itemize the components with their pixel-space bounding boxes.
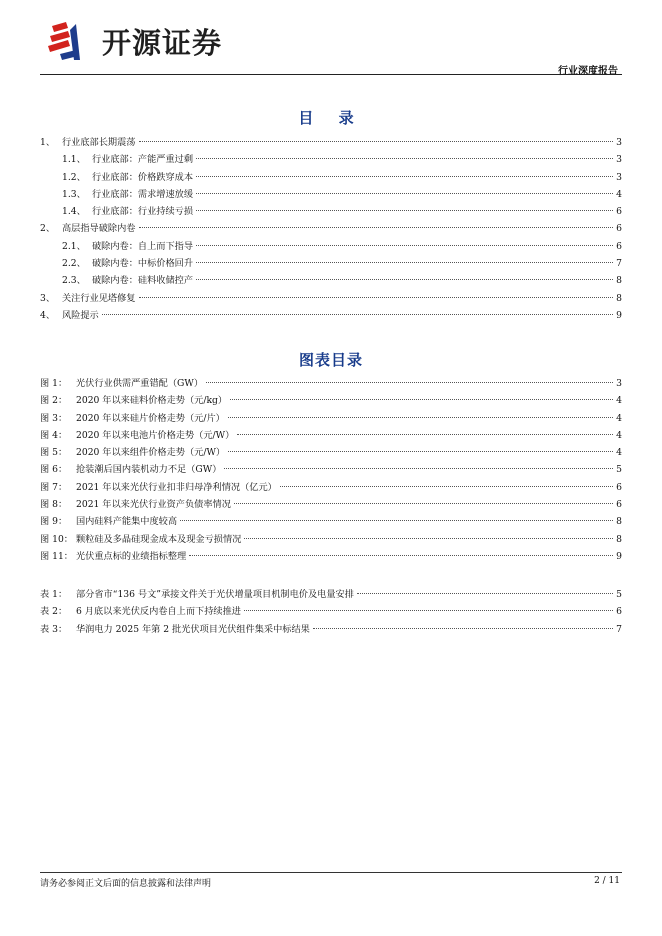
entry-number: 1.3、 [62,188,86,200]
dot-leader [230,399,613,400]
footer-divider [40,872,622,873]
entry-page-number: 8 [616,516,622,528]
figures-list [40,375,622,565]
entry-page-number: 4 [616,188,622,200]
entry-title: 光伏行业供需严重错配（GW） [76,378,204,389]
entry-number: 表 3： [40,623,68,635]
toc-entry[interactable] [40,186,622,203]
entry-title: 2020 年以来硅料价格走势（元/kg） [76,395,228,407]
toc-title: 目 录 [298,109,364,127]
entry-title: 6 月底以来光伏反内卷自上而下持续推进 [76,606,241,618]
entry-page-number: 8 [616,292,622,304]
dot-leader [196,193,613,194]
toc-entry[interactable] [40,134,622,151]
toc-entry[interactable] [40,220,622,237]
entry-title: 2021 年以来光伏行业资产负债率情况 [76,499,231,511]
dot-leader [139,141,614,142]
entry-number: 1.2、 [62,171,86,183]
entry-page-number: 4 [616,429,622,441]
entry-page-number: 3 [616,378,622,389]
entry-title: 抢装潮后国内装机动力不足（GW） [76,464,222,476]
entry-page-number: 5 [616,464,622,476]
entry-number: 图 3： [40,412,68,424]
dot-leader [206,382,613,383]
toc-entry[interactable] [40,255,622,272]
header-divider [40,74,622,75]
page-indicator: 2 / 11 [594,876,620,886]
entry-number: 1.4、 [62,206,86,218]
entry-title: 破除内卷：自上而下指导 [92,240,194,252]
entry-number: 图 7： [40,481,68,493]
dot-leader [196,245,613,246]
entry-number: 图 1： [40,378,68,389]
entry-number: 图 2： [40,395,68,407]
entry-title: 破除内卷：硅料收储控产 [92,275,194,287]
footer-disclaimer: 请务必参阅正文后面的信息披露和法律声明 [40,879,212,889]
figure-entry[interactable] [40,531,622,548]
entry-title: 行业底部：行业持续亏损 [92,206,194,218]
figure-entry[interactable] [40,444,622,461]
entry-title: 部分省市“136 号文”承接文件关于光伏增量项目机制电价及电量安排 [76,589,354,600]
toc-entry[interactable] [40,203,622,220]
dot-leader [280,486,613,487]
entry-page-number: 8 [616,533,622,545]
entry-page-number: 3 [616,154,622,166]
figure-entry[interactable] [40,513,622,530]
dot-leader [228,417,613,418]
dot-leader [139,297,614,298]
entry-page-number: 6 [616,223,622,235]
figure-entry[interactable] [40,496,622,513]
entry-number: 3、 [40,292,56,304]
entry-title: 2020 年以来组件价格走势（元/W） [76,447,226,459]
entry-page-number: 6 [616,499,622,511]
report-type-label: 行业深度报告 [558,66,618,77]
dot-leader [196,158,613,159]
entry-title: 2020 年以来电池片价格走势（元/W） [76,429,235,441]
entry-page-number: 3 [616,171,622,183]
entry-page-number: 5 [616,589,622,600]
tables-list [40,586,622,638]
entry-title: 风险提示 [62,309,99,321]
entry-page-number: 7 [616,623,622,635]
toc-entry[interactable] [40,238,622,255]
entry-title: 2021 年以来光伏行业扣非归母净利情况（亿元） [76,481,277,493]
entry-number: 图 11： [40,550,73,562]
entry-number: 2、 [40,223,56,235]
dot-leader [237,434,613,435]
entry-page-number: 4 [616,447,622,459]
entry-page-number: 9 [616,309,622,321]
entry-number: 2.2、 [62,258,86,270]
brand-logo [46,20,222,62]
figure-entry[interactable] [40,410,622,427]
entry-page-number: 6 [616,606,622,618]
entry-number: 图 6： [40,464,68,476]
entry-page-number: 6 [616,481,622,493]
entry-title: 关注行业见塔修复 [62,292,136,304]
dot-leader [102,314,613,315]
dot-leader [244,538,613,539]
dot-leader [234,503,613,504]
dot-leader [180,520,613,521]
figure-entry[interactable] [40,375,622,392]
toc-entry[interactable] [40,272,622,289]
figure-entry[interactable] [40,479,622,496]
entry-number: 2.3、 [62,275,86,287]
toc-entry[interactable] [40,169,622,186]
logo-mark-icon [46,20,98,62]
entry-title: 颗粒硅及多晶硅现金成本及现金亏损情况 [76,533,242,545]
entry-page-number: 4 [616,395,622,407]
table-entry[interactable] [40,603,622,620]
entry-number: 1.1、 [62,154,86,166]
entry-title: 行业底部：需求增速放缓 [92,188,194,200]
entry-number: 4、 [40,309,56,321]
entry-number: 图 9： [40,516,68,528]
entry-title: 破除内卷：中标价格回升 [92,258,194,270]
dot-leader [196,176,613,177]
entry-page-number: 6 [616,240,622,252]
entry-number: 1、 [40,137,56,148]
dot-leader [224,468,613,469]
toc-entry[interactable] [40,290,622,307]
entry-page-number: 4 [616,412,622,424]
entry-number: 图 4： [40,429,68,441]
entry-title: 高层指导破除内卷 [62,223,136,235]
entry-number: 图 10： [40,533,73,545]
entry-page-number: 6 [616,206,622,218]
dot-leader [313,628,613,629]
dot-leader [244,610,613,611]
dot-leader [189,555,613,556]
entry-title: 行业底部：产能严重过剩 [92,154,194,166]
entry-number: 图 5： [40,447,68,459]
table-entry[interactable] [40,621,622,638]
entry-title: 光伏重点标的业绩指标整理 [76,550,187,562]
entry-number: 2.1、 [62,240,86,252]
entry-title: 行业底部长期震荡 [62,137,136,148]
toc-entry[interactable] [40,151,622,168]
entry-page-number: 3 [616,137,622,148]
dot-leader [139,227,614,228]
entry-title: 华润电力 2025 年第 2 批光伏项目光伏组件集采中标结果 [76,623,310,635]
toc-list [40,134,622,324]
figure-entry[interactable] [40,548,622,565]
toc-entry[interactable] [40,307,622,324]
brand-name: 开源证券 [102,25,223,60]
figure-entry[interactable] [40,427,622,444]
entry-title: 国内硅料产能集中度较高 [76,516,178,528]
entry-page-number: 8 [616,275,622,287]
entry-number: 表 2： [40,606,68,618]
dot-leader [228,451,613,452]
dot-leader [196,262,613,263]
table-entry[interactable] [40,586,622,603]
dot-leader [196,210,613,211]
entry-title: 行业底部：价格跌穿成本 [92,171,194,183]
dot-leader [357,593,613,594]
entry-title: 2020 年以来硅片价格走势（元/片） [76,412,225,424]
dot-leader [196,279,613,280]
entry-page-number: 9 [616,550,622,562]
figure-entry[interactable] [40,461,622,478]
entry-number: 表 1： [40,589,68,600]
figure-entry[interactable] [40,392,622,409]
entry-number: 图 8： [40,499,68,511]
entry-page-number: 7 [616,258,622,270]
figures-title: 图表目录 [298,351,363,369]
